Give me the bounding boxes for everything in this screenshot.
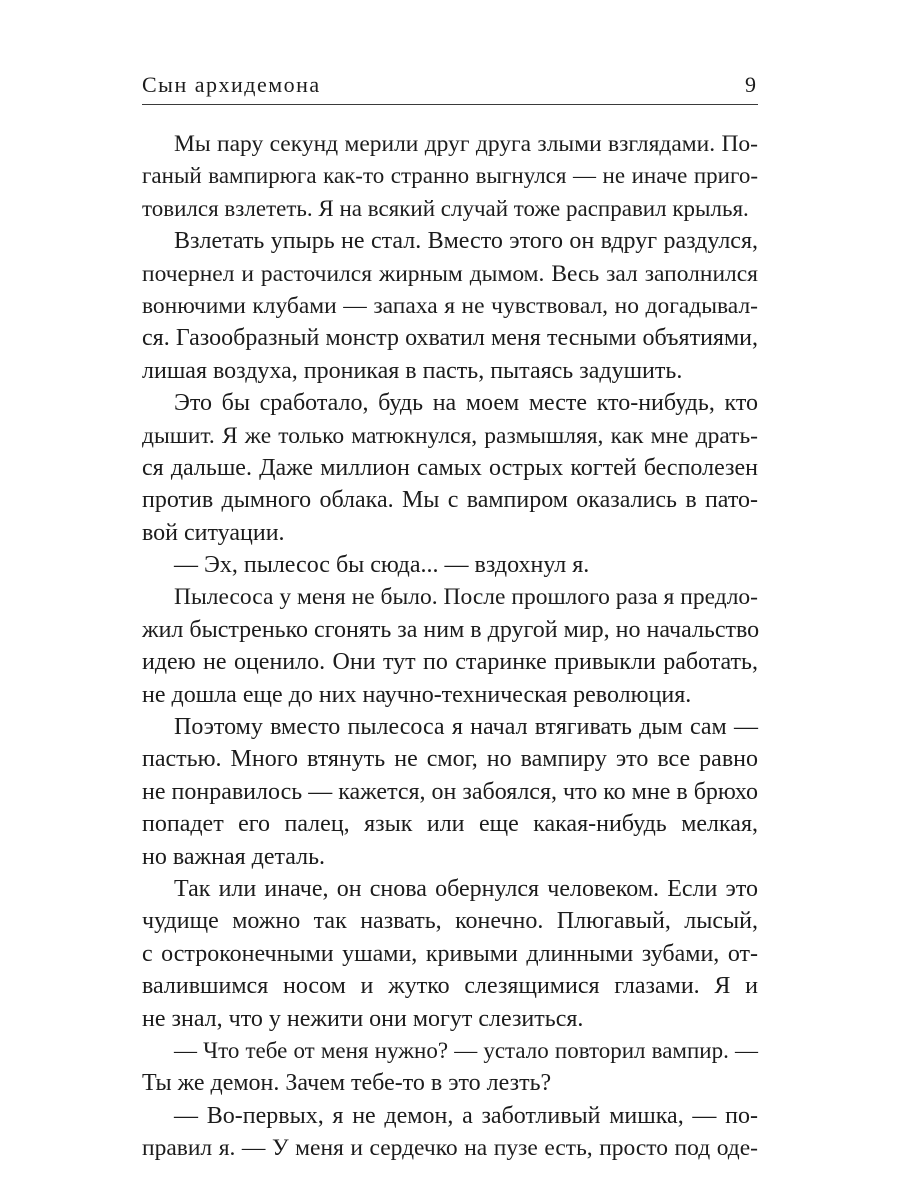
- text-line: почернел и расточился жирным дымом. Весь зал заполнился: [142, 260, 758, 287]
- text-line: ганый вампирюга как-то странно выгнулся — не иначе приго-: [142, 163, 758, 189]
- text-line: валившимся носом и жутко слезящимися глазами. Я и: [142, 973, 758, 1000]
- text-line: жил быстренько сгонять за ним в другой мир, но начальство: [142, 616, 760, 643]
- text-line: вой ситуации.: [142, 519, 285, 546]
- text-line: правил я. — У меня и сердечко на пузе есть, просто под оде-: [142, 1135, 758, 1162]
- text-line: Так или иначе, он снова обернулся человеком. Если это: [174, 875, 758, 902]
- page-number: 9: [745, 72, 756, 97]
- text-line: Это бы сработало, будь на моем месте кто-нибудь, кто: [174, 390, 758, 417]
- text-line: не знал, что у нежити они могут слезиться.: [142, 1005, 584, 1032]
- text-line: Поэтому вместо пылесоса я начал втягивать дым сам —: [174, 714, 758, 741]
- text-line: но важная деталь.: [142, 843, 326, 870]
- text-line: — Эх, пылесос бы сюда... — вздохнул я.: [174, 552, 590, 579]
- text-line: дышит. Я же только матюкнулся, размышляя, как мне драть-: [142, 422, 758, 449]
- text-line: с остроконечными ушами, кривыми длинными зубами, от-: [142, 940, 758, 967]
- book-title: Сын архидемона: [142, 72, 321, 97]
- text-line: лишая воздуха, проникая в пасть, пытаясь задушить.: [142, 357, 683, 384]
- text-line: против дымного облака. Мы с вампиром оказались в пато-: [142, 487, 758, 514]
- text-line: Пылесоса у меня не было. После прошлого раза я предло-: [174, 584, 758, 611]
- text-line: Взлетать упырь не стал. Вместо этого он вдруг раздулся,: [174, 228, 758, 255]
- text-line: ся дальше. Даже миллион самых острых когтей бесполезен: [142, 454, 758, 481]
- text-line: идею не оценило. Они тут по старинке привыкли работать,: [142, 649, 758, 676]
- text-line: — Что тебе от меня нужно? — устало повторил вампир. —: [174, 1037, 758, 1063]
- running-header: [142, 64, 758, 105]
- text-line: Мы пару секунд мерили друг друга злыми взглядами. По-: [174, 131, 758, 157]
- text-line: пастью. Много втянуть не смог, но вампиру это все равно: [142, 746, 758, 773]
- text-line: — Во-первых, я не демон, а заботливый мишка, — по-: [174, 1102, 758, 1129]
- text-line: чудище можно так назвать, конечно. Плюгавый, лысый,: [142, 908, 758, 935]
- text-line: не дошла еще до них научно-техническая революция.: [142, 681, 692, 708]
- text-line: товился взлететь. Я на всякий случай тоже расправил крылья.: [142, 195, 749, 221]
- text-line: не понравилось — кажется, он забоялся, что ко мне в брюхо: [142, 778, 758, 805]
- text-line: вонючими клубами — запаха я не чувствовал, но догадывал-: [142, 292, 758, 319]
- text-line: Ты же демон. Зачем тебе-то в это лезть?: [142, 1070, 552, 1097]
- page-body: [142, 128, 758, 1165]
- text-line: попадет его палец, язык или еще какая-нибудь мелкая,: [142, 811, 758, 838]
- text-line: ся. Газообразный монстр охватил меня тесными объятиями,: [142, 325, 758, 352]
